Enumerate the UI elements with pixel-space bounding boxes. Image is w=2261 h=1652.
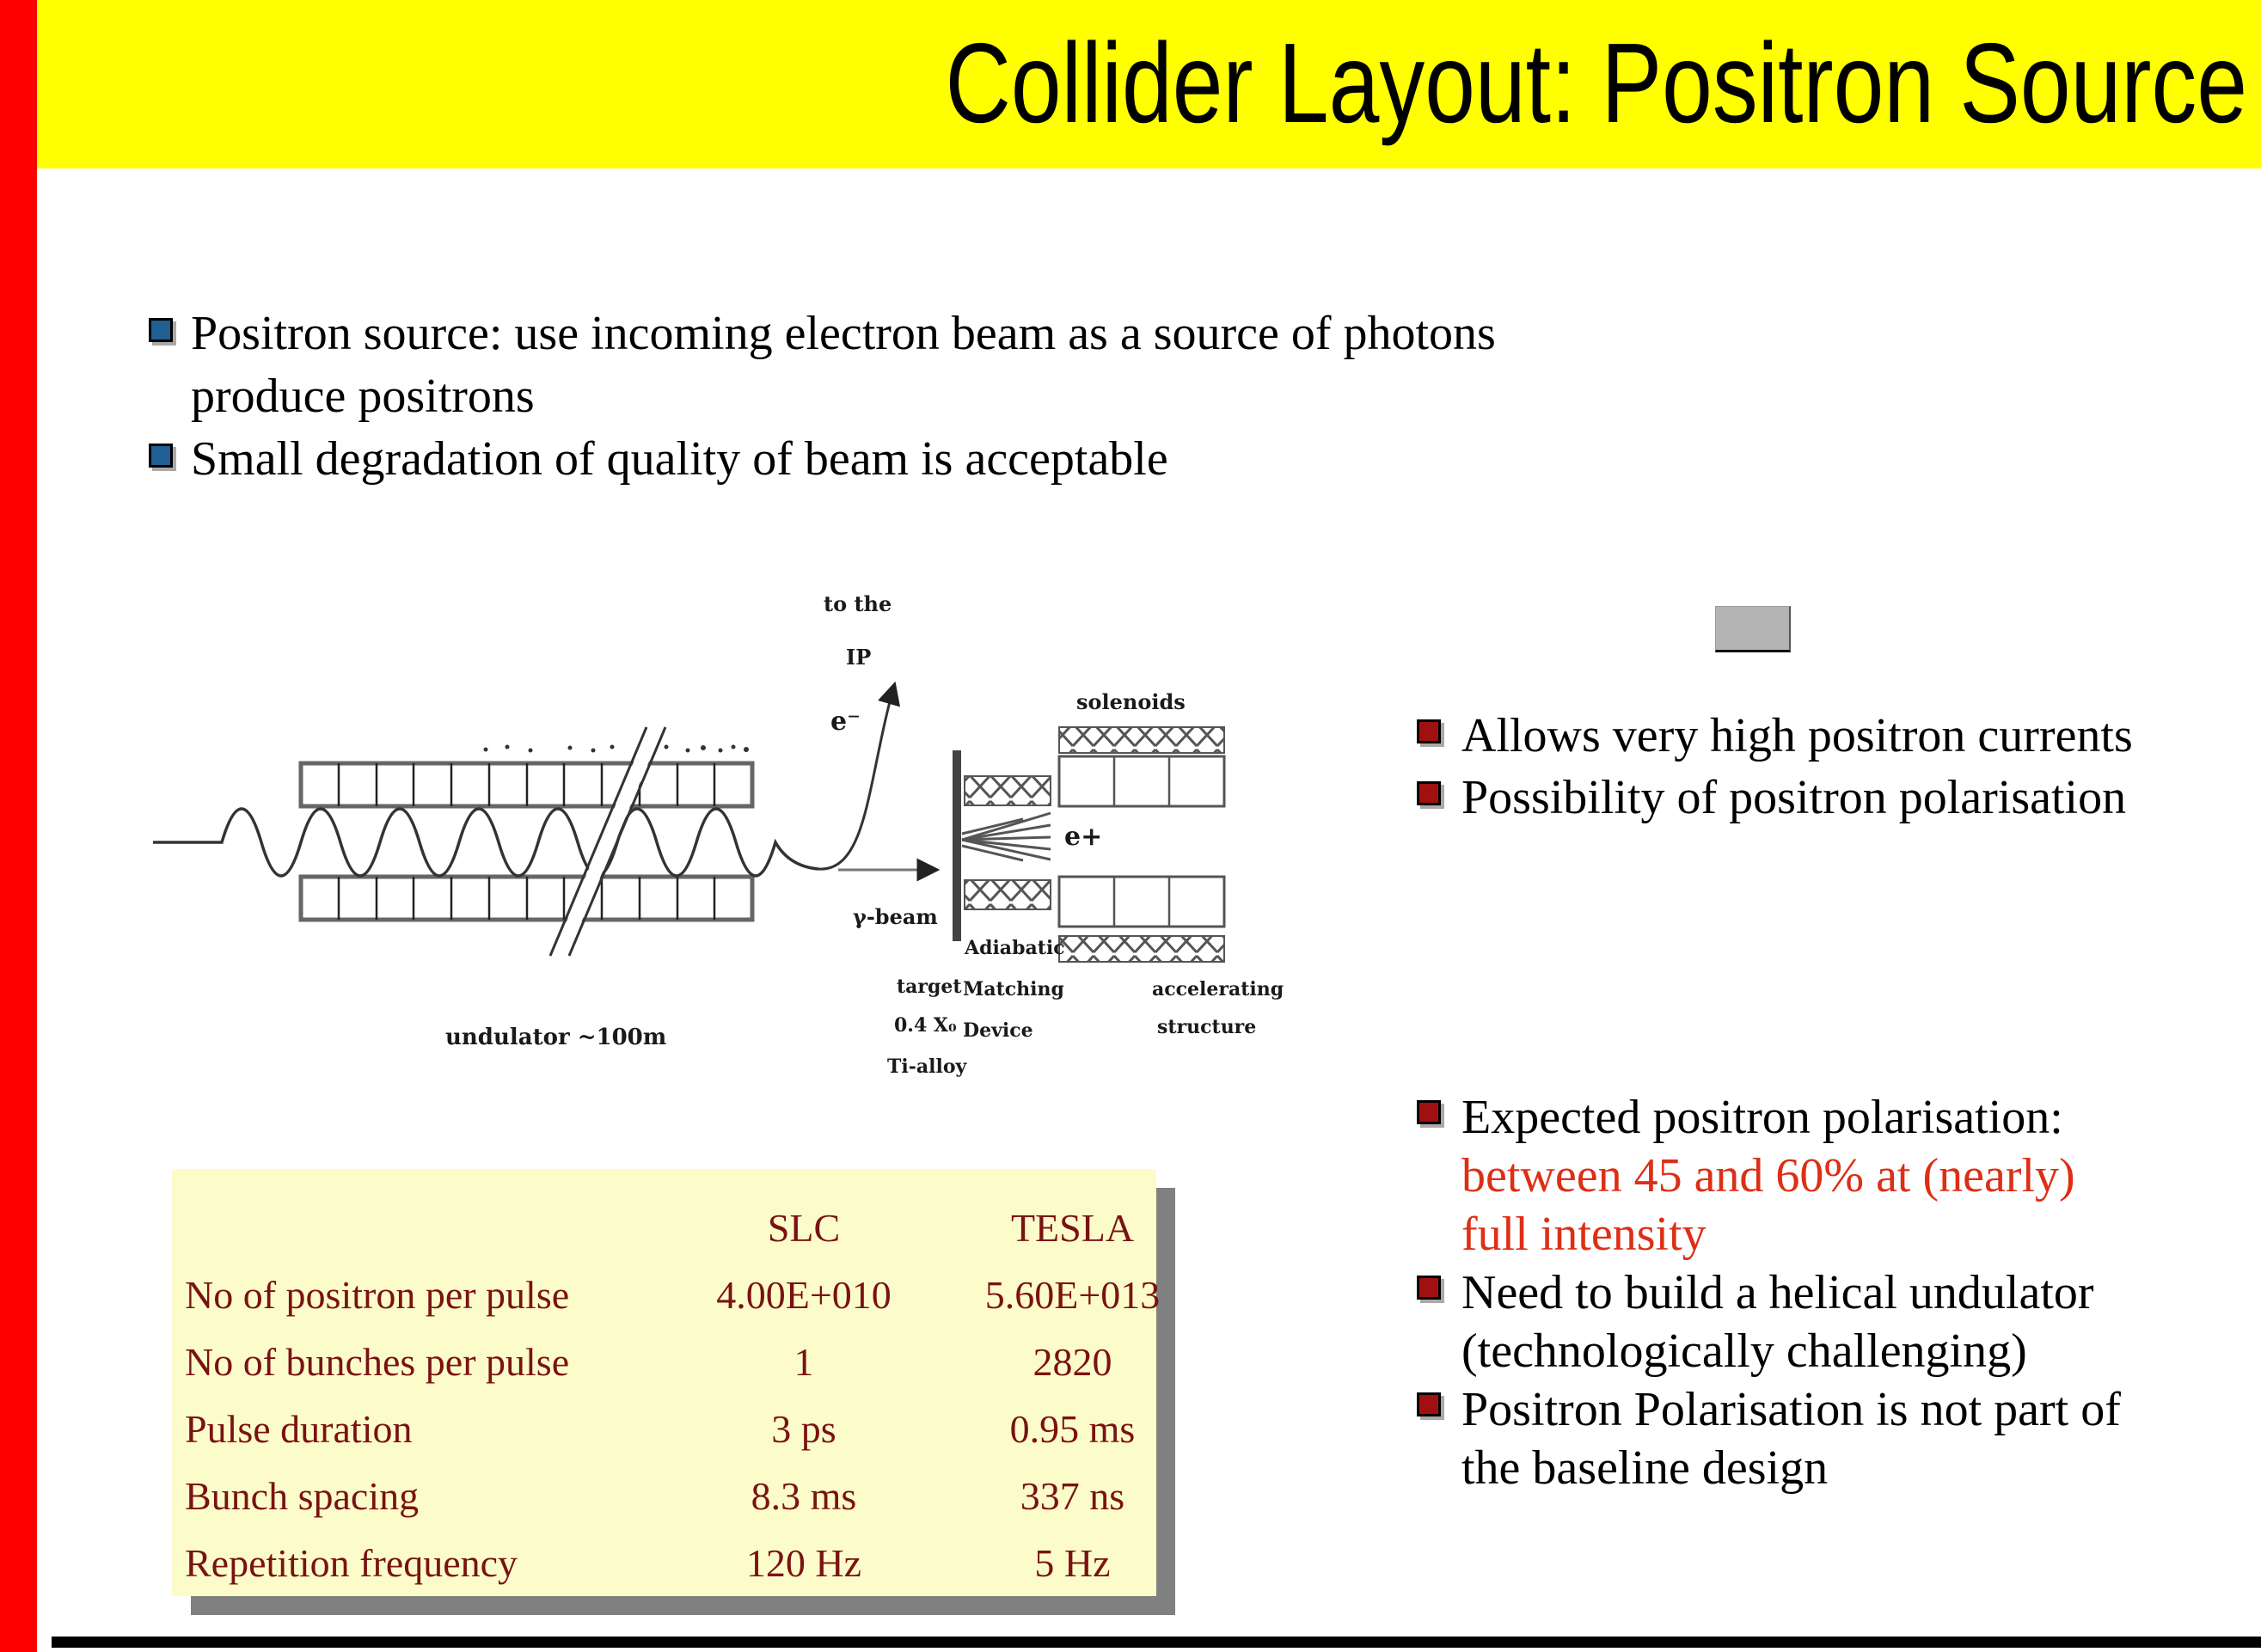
intro-bullet-1-line-1: Positron source: use incoming electron beam as a source of photons	[191, 307, 1496, 360]
table-cell-slc: 8.3 ms	[751, 1474, 857, 1518]
table-cell-tesla: 337 ns	[1020, 1474, 1125, 1518]
undulator-top-magnet-row	[301, 763, 752, 806]
undulator-bottom-magnet-row	[301, 877, 752, 920]
label-ip: IP	[846, 645, 872, 670]
note-3-line-1: Positron Polarisation is not part of	[1461, 1383, 2121, 1436]
red-square-bullet-icon	[1417, 781, 1441, 805]
label-accel-1: accelerating	[1152, 978, 1284, 1000]
table-header-tesla: TESLA	[1010, 1206, 1135, 1250]
target-bar	[953, 750, 961, 941]
table-corner-cell	[185, 1195, 632, 1262]
note-1-line-1: Expected positron polarisation:	[1461, 1091, 2063, 1144]
adiabatic-matching-device	[962, 776, 1051, 909]
table-row-label: Bunch spacing	[185, 1474, 420, 1518]
note-2-line-1: Need to build a helical undulator	[1461, 1266, 2094, 1319]
red-square-bullet-icon	[1417, 1100, 1441, 1124]
table-cell-slc: 120 Hz	[745, 1541, 862, 1585]
label-amd-2: Matching	[963, 978, 1064, 1000]
label-target-material: Ti-alloy	[887, 1055, 967, 1078]
label-to-the: to the	[824, 591, 892, 616]
table-header-slc: SLC	[767, 1206, 841, 1250]
red-square-bullet-icon	[1417, 1392, 1441, 1416]
table-row-label: Pulse duration	[185, 1407, 413, 1451]
table-cell-tesla: 2820	[1032, 1340, 1112, 1384]
page-title: Collider Layout: Positron Source	[945, 20, 2247, 146]
table-row-label: No of positron per pulse	[185, 1273, 570, 1317]
label-solenoids: solenoids	[1076, 689, 1186, 714]
advantage-1: Allows very high positron currents	[1461, 709, 2133, 762]
note-1-line-3: full intensity	[1461, 1208, 1706, 1261]
note-3-line-2: the baseline design	[1461, 1441, 1829, 1495]
bottom-rule	[52, 1637, 2261, 1648]
table-cell-slc: 4.00E+010	[716, 1273, 892, 1317]
label-target-thickness: 0.4 X₀	[894, 1014, 957, 1037]
parameter-table	[172, 1169, 1161, 1596]
table-cell-slc: 1	[793, 1340, 814, 1384]
table-cell-tesla: 0.95 ms	[1009, 1407, 1136, 1451]
label-gamma-beam: γ-beam	[853, 904, 938, 929]
table-cell-tesla: 5 Hz	[1034, 1541, 1111, 1585]
label-accel-2: structure	[1157, 1016, 1257, 1038]
label-electron: e⁻	[830, 707, 861, 737]
parameter-table-grid	[172, 1169, 1161, 1597]
intro-bullet-2-line-1: Small degradation of quality of beam is acceptable	[191, 432, 1168, 486]
table-row-label: Repetition frequency	[185, 1541, 518, 1585]
label-amd-1: Adiabatic	[965, 937, 1065, 959]
table-row-label: No of bunches per pulse	[185, 1340, 570, 1384]
red-square-bullet-icon	[1417, 1276, 1441, 1300]
intro-bullet-1-line-2: produce positrons	[191, 370, 535, 423]
table-cell-tesla: 5.60E+013	[984, 1273, 1161, 1317]
advantage-2: Possibility of positron polarisation	[1461, 771, 2127, 824]
table-cell-slc: 3 ps	[771, 1407, 836, 1451]
red-square-bullet-icon	[1417, 719, 1441, 743]
gray-rectangle	[1715, 606, 1791, 652]
label-positron: e+	[1064, 822, 1103, 852]
note-1-line-2: between 45 and 60% at (nearly)	[1461, 1149, 2075, 1202]
label-undulator-length: undulator ~100m	[445, 1025, 667, 1050]
magnet-dots	[484, 745, 750, 753]
label-target: target	[897, 976, 962, 998]
sine-beam-path	[153, 809, 818, 876]
label-amd-3: Device	[963, 1019, 1033, 1042]
note-2-line-2: (technologically challenging)	[1461, 1325, 2027, 1378]
